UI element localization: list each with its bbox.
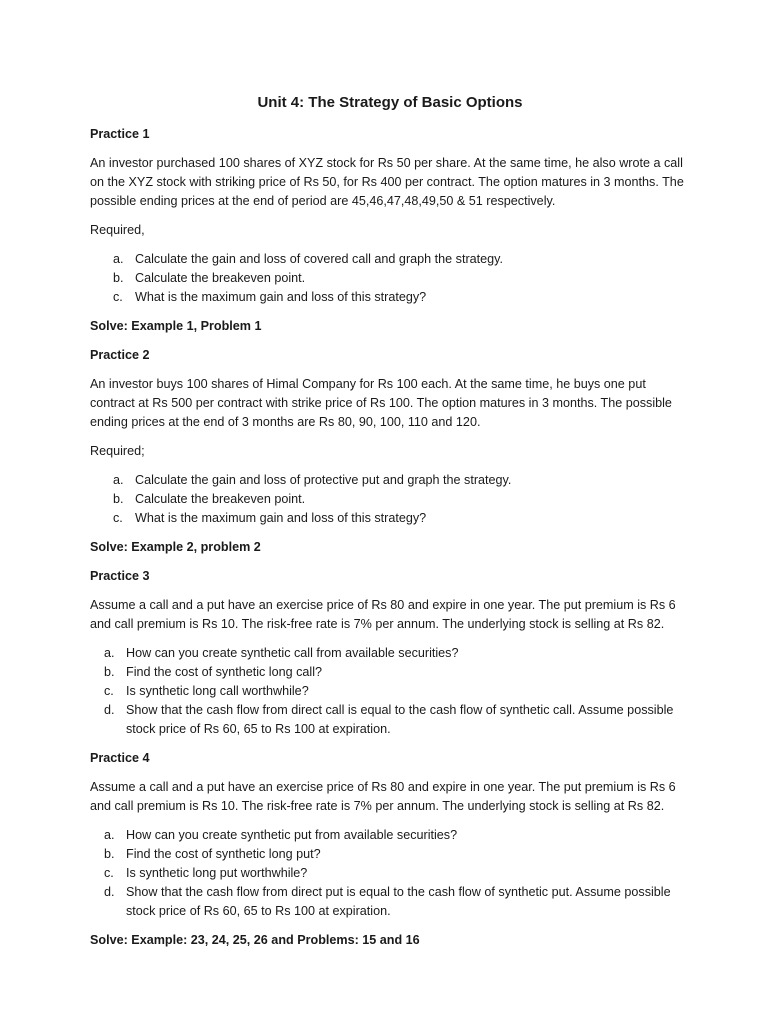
practice-1-body: An investor purchased 100 shares of XYZ stock for Rs 50 per share. At the same time, he also wrote a call on the XYZ stock with striking price of Rs 50, for Rs 400 per contract. The option matures in 3 months. The possible ending prices at the end of period are 45,46,47,48,49,50 & 51 respectively. <box>90 156 684 208</box>
practice-3-heading: Practice 3 <box>90 569 150 583</box>
practice-1-list <box>90 250 690 307</box>
list-item-text: Calculate the breakeven point. <box>135 492 306 506</box>
list-item-text: Find the cost of synthetic long put? <box>126 847 321 861</box>
list-marker: d. <box>104 703 115 717</box>
list-item <box>90 682 690 701</box>
list-item-text: What is the maximum gain and loss of this strategy? <box>135 290 427 304</box>
list-marker: b. <box>104 847 115 861</box>
list-marker: c. <box>104 684 114 698</box>
practice-2-solve: Solve: Example 2, problem 2 <box>90 540 261 554</box>
practice-2-heading: Practice 2 <box>90 348 150 362</box>
list-item <box>90 701 690 739</box>
list-item <box>90 864 690 883</box>
list-marker: c. <box>113 511 123 525</box>
list-marker: a. <box>113 473 124 487</box>
practice-4-list <box>90 826 690 921</box>
list-marker: a. <box>113 252 124 266</box>
list-item-text: Show that the cash flow from direct put is equal to the cash flow of synthetic put. Assume possible stock price of Rs 60, 65 to Rs 100 at expiration. <box>126 885 671 918</box>
list-item-text: Calculate the gain and loss of covered call and graph the strategy. <box>135 252 504 266</box>
list-item <box>90 288 690 307</box>
list-item <box>90 490 690 509</box>
list-marker: b. <box>113 271 124 285</box>
list-item <box>90 644 690 663</box>
list-marker: b. <box>104 665 115 679</box>
practice-1-required: Required, <box>90 223 145 237</box>
list-marker: c. <box>104 866 114 880</box>
practice-4-heading: Practice 4 <box>90 751 150 765</box>
page-title: Unit 4: The Strategy of Basic Options <box>257 94 523 111</box>
list-item-text: Show that the cash flow from direct call is equal to the cash flow of synthetic call. Assume possible stock price of Rs 60, 65 to Rs 100 at expiration. <box>126 703 674 736</box>
list-item <box>90 663 690 682</box>
practice-4-body: Assume a call and a put have an exercise price of Rs 80 and expire in one year. The put premium is Rs 6 and call premium is Rs 10. The risk-free rate is 7% per annum. The underlying stock is selling at Rs 82. <box>90 780 676 813</box>
practice-2-body: An investor buys 100 shares of Himal Company for Rs 100 each. At the same time, he buys one put contract at Rs 500 per contract with strike price of Rs 100. The option matures in 3 months. The possible ending prices at the end of 3 months are Rs 80, 90, 100, 110 and 120. <box>90 377 672 429</box>
list-item-text: How can you create synthetic call from available securities? <box>126 646 459 660</box>
list-marker: a. <box>104 646 115 660</box>
document-page <box>90 93 690 960</box>
list-item-text: Calculate the breakeven point. <box>135 271 306 285</box>
list-item <box>90 250 690 269</box>
practice-1-solve: Solve: Example 1, Problem 1 <box>90 319 262 333</box>
list-item <box>90 269 690 288</box>
list-marker: d. <box>104 885 115 899</box>
practice-2-list <box>90 471 690 528</box>
list-item-text: Calculate the gain and loss of protective put and graph the strategy. <box>135 473 512 487</box>
practice-3-list <box>90 644 690 739</box>
list-item-text: Is synthetic long put worthwhile? <box>126 866 308 880</box>
practice-2-required: Required; <box>90 444 145 458</box>
practice-3-body: Assume a call and a put have an exercise price of Rs 80 and expire in one year. The put premium is Rs 6 and call premium is Rs 10. The risk-free rate is 7% per annum. The underlying stock is selling at Rs 82. <box>90 598 676 631</box>
list-marker: a. <box>104 828 115 842</box>
list-item-text: What is the maximum gain and loss of this strategy? <box>135 511 427 525</box>
list-item <box>90 509 690 528</box>
list-marker: b. <box>113 492 124 506</box>
list-item-text: How can you create synthetic put from available securities? <box>126 828 458 842</box>
list-item <box>90 471 690 490</box>
practice-1-heading: Practice 1 <box>90 127 150 141</box>
list-item <box>90 826 690 845</box>
practice-4-solve: Solve: Example: 23, 24, 25, 26 and Problems: 15 and 16 <box>90 933 420 947</box>
list-item <box>90 883 690 921</box>
list-marker: c. <box>113 290 123 304</box>
list-item <box>90 845 690 864</box>
list-item-text: Is synthetic long call worthwhile? <box>126 684 309 698</box>
list-item-text: Find the cost of synthetic long call? <box>126 665 323 679</box>
